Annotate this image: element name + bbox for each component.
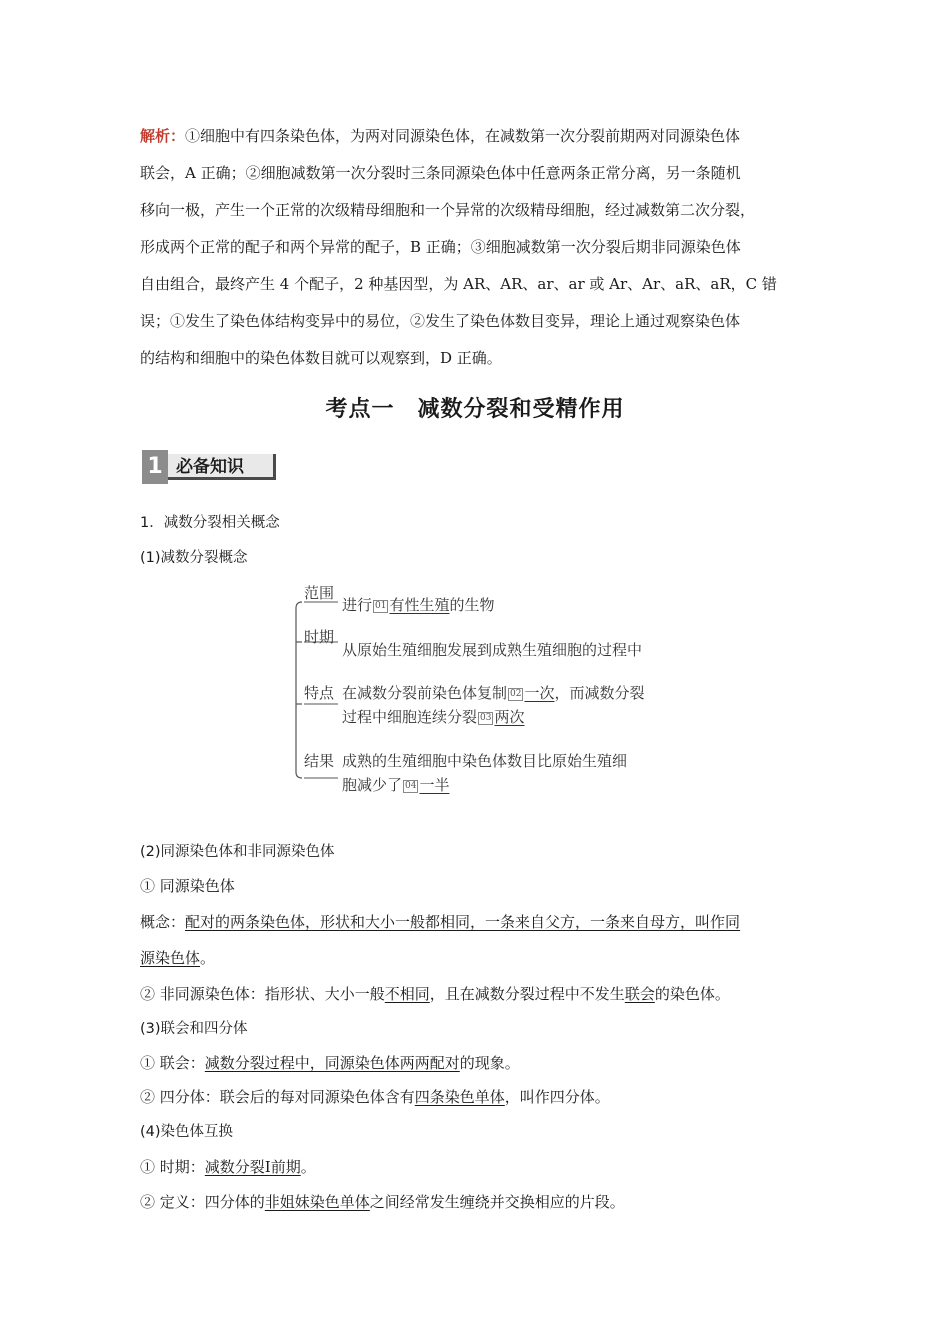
diagram-value-scope: 进行 01 有性生殖的生物 — [342, 596, 495, 614]
analysis-lead: 解析： — [140, 127, 186, 145]
heading-1: 1．减数分裂相关概念 — [140, 515, 280, 531]
synapsis-line: ① 联会：减数分裂过程中，同源染色体两两配对的现象。 — [140, 1054, 520, 1072]
diagram-key-feature: 特点 — [304, 684, 335, 702]
analysis-line-6: 误；①发生了染色体结构变异中的易位，②发生了染色体数目变异，理论上通过观察染色体 — [140, 312, 741, 330]
concept-line-1: 概念：配对的两条染色体，形状和大小一般都相同，一条来自父方，一条来自母方，叫作同 — [140, 913, 741, 931]
diagram-value-period: 从原始生殖细胞发展到成熟生殖细胞的过程中 — [342, 641, 643, 659]
tetrad-line: ② 四分体：联会后的每对同源染色体含有四条染色单体，叫作四分体。 — [140, 1088, 610, 1106]
crossover-time-line: ① 时期：减数分裂Ⅰ前期。 — [140, 1158, 316, 1176]
non-homologous-line: ② 非同源染色体：指形状、大小一般不相同，且在减数分裂过程中不发生联会的染色体。 — [140, 985, 730, 1003]
concept-line-2: 源染色体。 — [140, 949, 216, 967]
diagram-value-result-1: 成熟的生殖细胞中染色体数目比原始生殖细 — [342, 752, 628, 770]
analysis-line-1: 解析：①细胞中有四条染色体，为两对同源染色体，在减数第一次分裂前期两对同源染色体 — [140, 127, 741, 145]
banner-number: 1 — [142, 450, 168, 484]
crossover-definition-line: ② 定义：四分体的非姐妹染色单体之间经常发生缠绕并交换相应的片段。 — [140, 1193, 625, 1211]
analysis-line-7: 的结构和细胞中的染色体数目就可以观察到，D 正确。 — [140, 349, 502, 367]
diagram-value-result-2: 胞减少了 04 一半 — [342, 776, 450, 794]
analysis-line-2: 联会，A 正确；②细胞减数第一次分裂时三条同源染色体中任意两条正常分离，另一条随机 — [140, 164, 741, 182]
diagram-value-feature-1: 在减数分裂前染色体复制 02 一次，而减数分裂 — [342, 684, 645, 702]
analysis-paragraph — [140, 118, 815, 377]
diagram-key-scope: 范围 — [304, 584, 335, 602]
banner-label: 必备知识 — [168, 454, 276, 480]
heading-1-2: (2)同源染色体和非同源染色体 — [140, 844, 335, 860]
homologous-title: ① 同源染色体 — [140, 877, 235, 895]
heading-1-4: (4)染色体互换 — [140, 1124, 234, 1140]
analysis-line-4: 形成两个正常的配子和两个异常的配子，B 正确；③细胞减数第一次分裂后期非同源染色体 — [140, 238, 741, 256]
heading-1-1: (1)减数分裂概念 — [140, 550, 248, 566]
analysis-line-3: 移向一极，产生一个正常的次级精母细胞和一个异常的次级精母细胞，经过减数第二次分裂， — [140, 201, 756, 219]
blank-number-03: 03 — [480, 713, 492, 723]
analysis-line-5: 自由组合，最终产生 4 个配子，2 种基因型，为 AR、AR、ar、ar 或 Ar、Ar、aR、aR，C 错 — [140, 275, 777, 293]
section-title: 考点一 减数分裂和受精作用 — [325, 397, 625, 422]
diagram-key-result: 结果 — [304, 752, 335, 770]
meiosis-concept-diagram — [290, 582, 670, 796]
blank-number-02: 02 — [510, 689, 522, 699]
blank-number-04: 04 — [405, 781, 417, 791]
blank-number-01: 01 — [375, 601, 387, 611]
diagram-value-feature-2: 过程中细胞连续分裂 03 两次 — [342, 708, 525, 726]
diagram-key-period: 时期 — [304, 628, 335, 646]
heading-1-3: (3)联会和四分体 — [140, 1021, 248, 1037]
